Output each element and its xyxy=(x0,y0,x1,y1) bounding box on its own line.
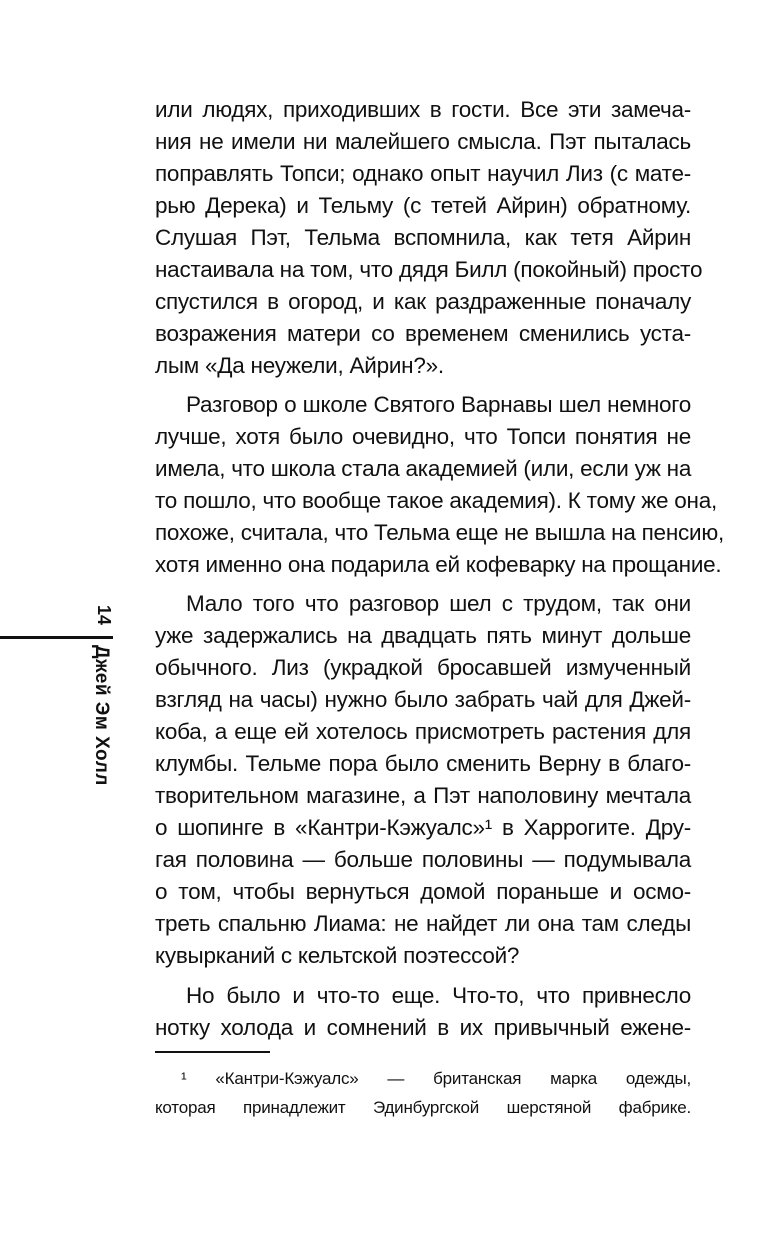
text-line: уже задержались на двадцать пять минут дольше xyxy=(155,623,691,648)
text-line: о шопинге в «Кантри-Кэжуалс»¹ в Харрогите. Дру- xyxy=(155,815,691,840)
text-line: Слушая Пэт, Тельма вспомнила, как тетя Айрин xyxy=(155,225,691,250)
text-line: хотя именно она подарила ей кофеварку на прощание. xyxy=(155,552,722,577)
text-line: возражения матери со временем сменились уста- xyxy=(155,321,691,346)
text-line: поправлять Топси; однако опыт научил Лиз (с мате- xyxy=(155,161,691,186)
running-header xyxy=(88,645,118,805)
text-line: лучше, хотя было очевидно, что Топси понятия не xyxy=(155,424,691,449)
text-line: коба, а еще ей хотелось присмотреть растения для xyxy=(155,719,691,744)
text-line: спустился в огород, и как раздраженные поначалу xyxy=(155,289,691,314)
text-line: треть спальню Лиама: не найдет ли она там следы xyxy=(155,911,691,936)
text-line: лым «Да неужели, Айрин?». xyxy=(155,353,444,378)
text-line: Но было и что-то еще. Что-то, что привнесло xyxy=(186,983,691,1008)
text-line: обычного. Лиз (украдкой бросавшей измученный xyxy=(155,655,691,680)
text-line: Разговор о школе Святого Варнавы шел немного xyxy=(186,392,691,417)
text-line: похоже, считала, что Тельма еще не вышла на пенсию, xyxy=(155,520,724,545)
author-name: Джей Эм Холл xyxy=(91,645,112,786)
text-line: клумбы. Тельме пора было сменить Верну в благо- xyxy=(155,751,691,776)
text-line: ния не имели ни малейшего смысла. Пэт пыталась xyxy=(155,129,691,154)
text-line: или людях, приходивших в гости. Все эти замеча- xyxy=(155,97,691,122)
text-line: Мало того что разговор шел с трудом, так они xyxy=(186,591,691,616)
text-line: то пошло, что вообще такое академия). К тому же она, xyxy=(155,488,717,513)
text-line: рью Дерека) и Тельму (с тетей Айрин) обратному. xyxy=(155,193,691,218)
page-number: 14 xyxy=(94,605,114,626)
text-line: нотку холода и сомнений в их привычный ежене- xyxy=(155,1015,691,1040)
margin-rule xyxy=(0,636,113,639)
text-line: кувырканий с кельтской поэтессой? xyxy=(155,943,520,968)
text-line: настаивала на том, что дядя Билл (покойный) просто xyxy=(155,257,703,282)
text-line: о том, чтобы вернуться домой пораньше и осмо- xyxy=(155,879,691,904)
text-line: творительном магазине, а Пэт наполовину мечтала xyxy=(155,783,691,808)
text-line: взгляд на часы) нужно было забрать чай для Джей- xyxy=(155,687,691,712)
text-line: имела, что школа стала академией (или, если уж на xyxy=(155,456,692,481)
footnote-line: ¹ «Кантри-Кэжуалс» — британская марка одежды, xyxy=(181,1069,691,1088)
footnote-divider xyxy=(155,1051,270,1053)
text-line: гая половина — больше половины — подумывала xyxy=(155,847,691,872)
footnote-line: которая принадлежит Эдинбургской шерстяной фабрике. xyxy=(155,1098,691,1117)
